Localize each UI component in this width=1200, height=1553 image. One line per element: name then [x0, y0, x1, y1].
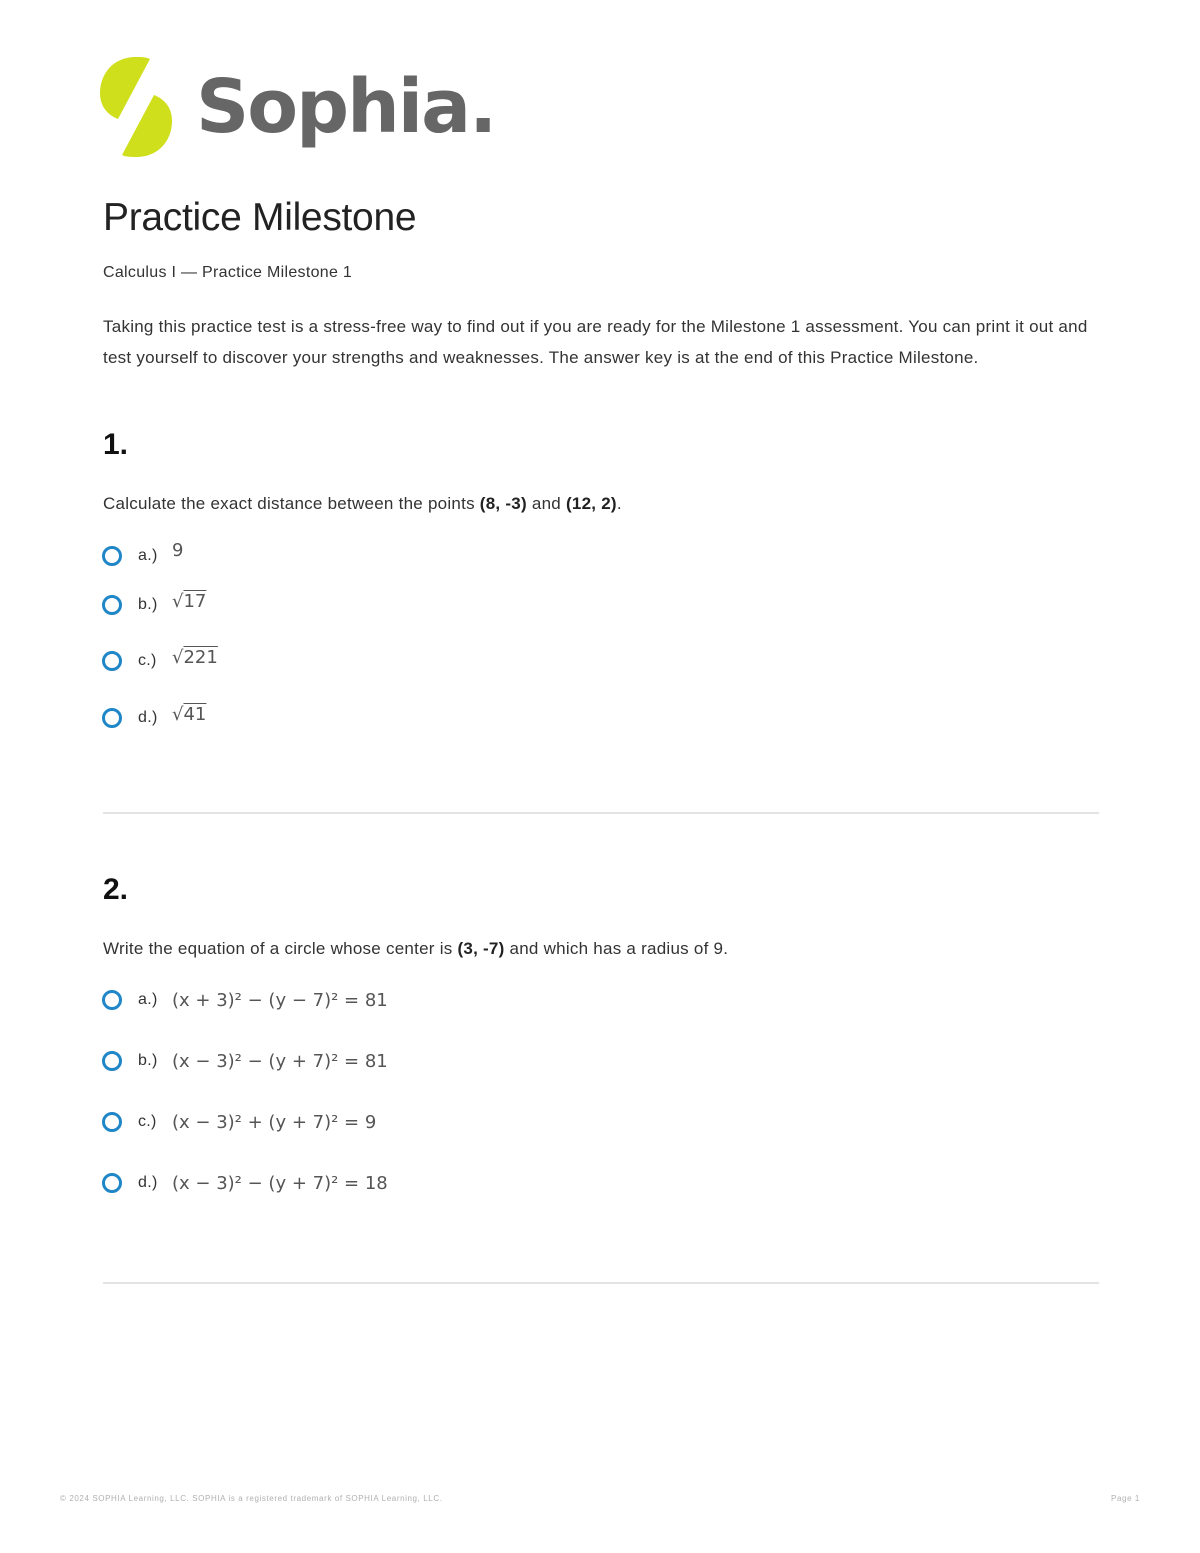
option-value: (x + 3)² − (y − 7)² = 81 [172, 989, 388, 1011]
sqrt-icon: √ [172, 590, 184, 612]
option-label: c.) [138, 652, 157, 669]
sophia-leaf-icon [100, 55, 172, 159]
question-2-option-d[interactable] [102, 1168, 388, 1198]
option-value: (x − 3)² + (y + 7)² = 9 [172, 1111, 377, 1133]
option-value: √17 [172, 590, 207, 612]
sophia-logo [100, 52, 495, 162]
sqrt-icon: √ [172, 646, 184, 668]
radio-button[interactable] [102, 595, 122, 615]
question-2-option-c[interactable] [102, 1107, 376, 1137]
option-value: (x − 3)² − (y + 7)² = 81 [172, 1050, 388, 1072]
radio-button[interactable] [102, 651, 122, 671]
question-1-option-d[interactable] [102, 703, 206, 733]
question-2-option-a[interactable] [102, 985, 388, 1015]
option-label: a.) [138, 991, 158, 1008]
option-value: 9 [172, 539, 184, 561]
section-divider [103, 1282, 1099, 1284]
radio-button[interactable] [102, 1112, 122, 1132]
radio-button[interactable] [102, 1051, 122, 1071]
footer-copyright: © 2024 SOPHIA Learning, LLC. SOPHIA is a registered trademark of SOPHIA Learning, LLC. [60, 1494, 443, 1503]
logo-wordmark: Sophia. [196, 64, 496, 150]
option-value: √41 [172, 703, 207, 725]
question-1-option-c[interactable] [102, 646, 218, 676]
page-title: Practice Milestone [103, 196, 417, 239]
radio-button[interactable] [102, 1173, 122, 1193]
question-2-text: Write the equation of a circle whose center is (3, -7) and which has a radius of 9. [103, 939, 729, 958]
question-1-text: Calculate the exact distance between the points (8, -3) and (12, 2). [103, 494, 622, 513]
intro-paragraph: Taking this practice test is a stress-free way to find out if you are ready for the Milestone 1 assessment. You can print it out and test yourself to discover your strengths and weaknesses. The answer key is at the end of this Practice Milestone. [103, 317, 1088, 367]
option-value: (x − 3)² − (y + 7)² = 18 [172, 1172, 388, 1194]
option-label: a.) [138, 547, 158, 564]
course-subtitle: Calculus I — Practice Milestone 1 [103, 264, 353, 281]
option-label: b.) [138, 1052, 158, 1069]
question-2-option-b[interactable] [102, 1046, 388, 1076]
option-label: d.) [138, 1174, 158, 1191]
question-1-number: 1. [103, 428, 129, 461]
option-value: √221 [172, 646, 218, 668]
radio-button[interactable] [102, 708, 122, 728]
footer-page-number: Page 1 [1111, 1494, 1140, 1503]
question-1-option-b[interactable] [102, 590, 206, 620]
question-1-option-a[interactable] [102, 541, 183, 571]
radio-button[interactable] [102, 990, 122, 1010]
option-label: b.) [138, 596, 158, 613]
radio-button[interactable] [102, 546, 122, 566]
option-label: c.) [138, 1113, 157, 1130]
sqrt-icon: √ [172, 703, 184, 725]
question-2-number: 2. [103, 873, 129, 906]
section-divider [103, 812, 1099, 814]
option-label: d.) [138, 709, 158, 726]
